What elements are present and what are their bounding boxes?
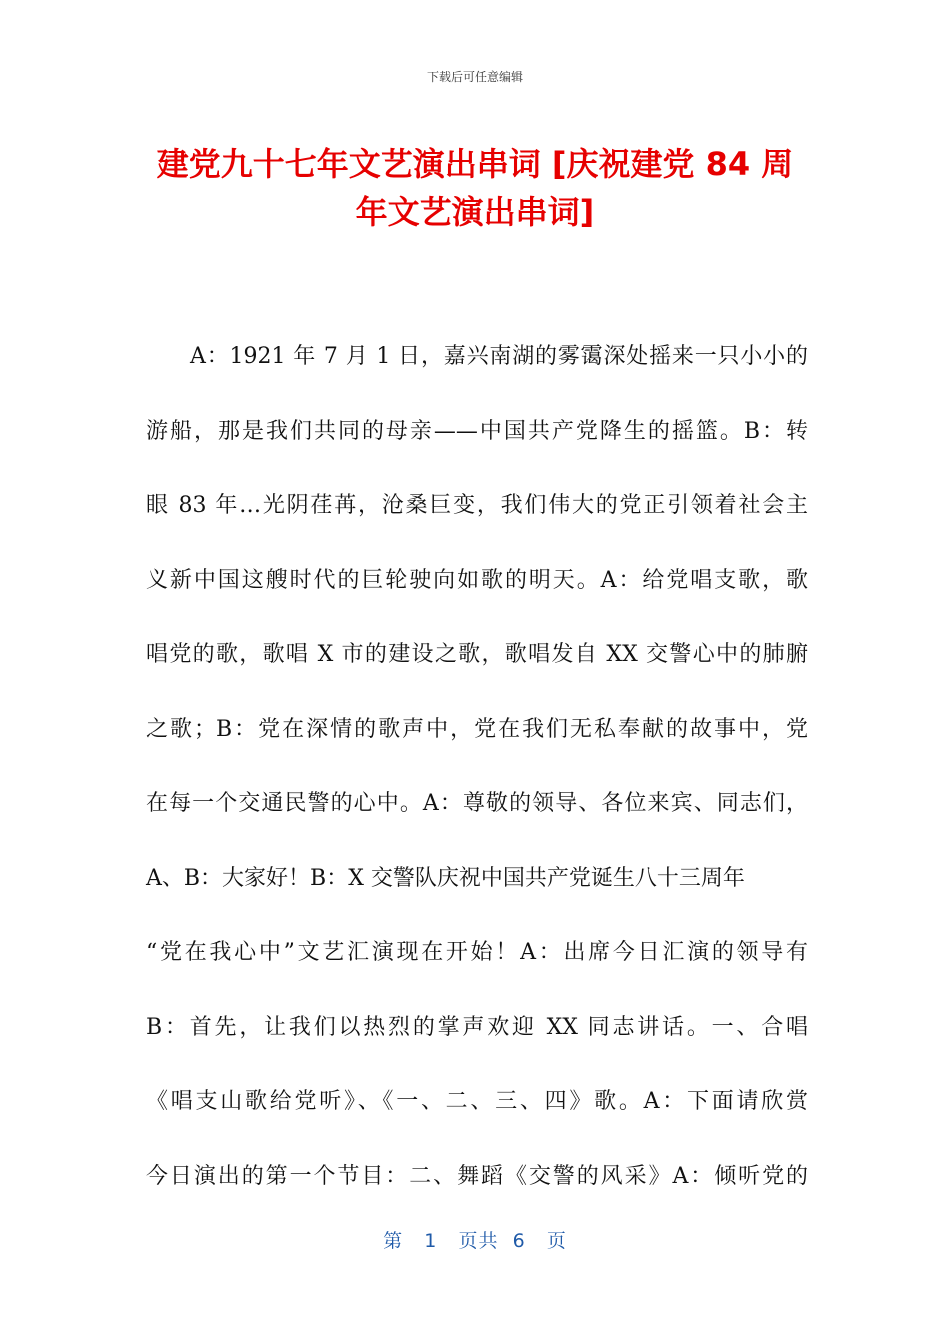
header-note: 下载后可任意编辑: [426, 70, 523, 84]
body-line: 唱党的歌，歌唱 X 市的建设之歌，歌唱发自 XX 交警心中的肺腑: [146, 642, 808, 667]
body-line: 眼 83 年…光阴荏苒，沧桑巨变，我们伟大的党正引领着社会主: [146, 493, 808, 518]
page-footer: [0, 1226, 950, 1253]
footer-suffix: 页: [546, 1230, 567, 1252]
body-line: 在每一个交通民警的心中。A：尊敬的领导、各位来宾、同志们，: [146, 791, 808, 816]
title-line-1: 建党九十七年文艺演出串词 [庆祝建党 84 周: [156, 145, 794, 183]
body-line: “党在我心中”文艺汇演现在开始！A：出席今日汇演的领导有: [146, 940, 808, 965]
total-pages-number: 6: [512, 1230, 526, 1252]
footer-middle: 页共: [458, 1230, 499, 1252]
body-line: 《唱支山歌给党听》、《一、二、三、四》歌。A：下面请欣赏: [146, 1089, 808, 1114]
body-line: B：首先，让我们以热烈的掌声欢迎 XX 同志讲话。一、合唱: [146, 1014, 808, 1040]
document-title: [120, 140, 830, 236]
footer-prefix: 第: [383, 1230, 404, 1252]
body-line: A：1921 年 7 月 1 日，嘉兴南湖的雾霭深处摇来一只小小的: [190, 344, 808, 369]
body-line: 游船，那是我们共同的母亲——中国共产党降生的摇篮。B：转: [146, 418, 808, 444]
body-line: 之歌；B：党在深情的歌声中，党在我们无私奉献的故事中，党: [146, 716, 808, 742]
body-line: A、B：大家好！B：X 交警队庆祝中国共产党诞生八十三周年: [146, 865, 745, 891]
document-body: [146, 320, 808, 1214]
current-page-number: 1: [424, 1230, 438, 1252]
title-line-2: 年文艺演出串词]: [355, 193, 595, 231]
body-line: 今日演出的第一个节目：二、舞蹈《交警的风采》A：倾听党的: [146, 1163, 808, 1189]
body-line: 义新中国这艘时代的巨轮驶向如歌的明天。A：给党唱支歌，歌: [146, 567, 808, 593]
